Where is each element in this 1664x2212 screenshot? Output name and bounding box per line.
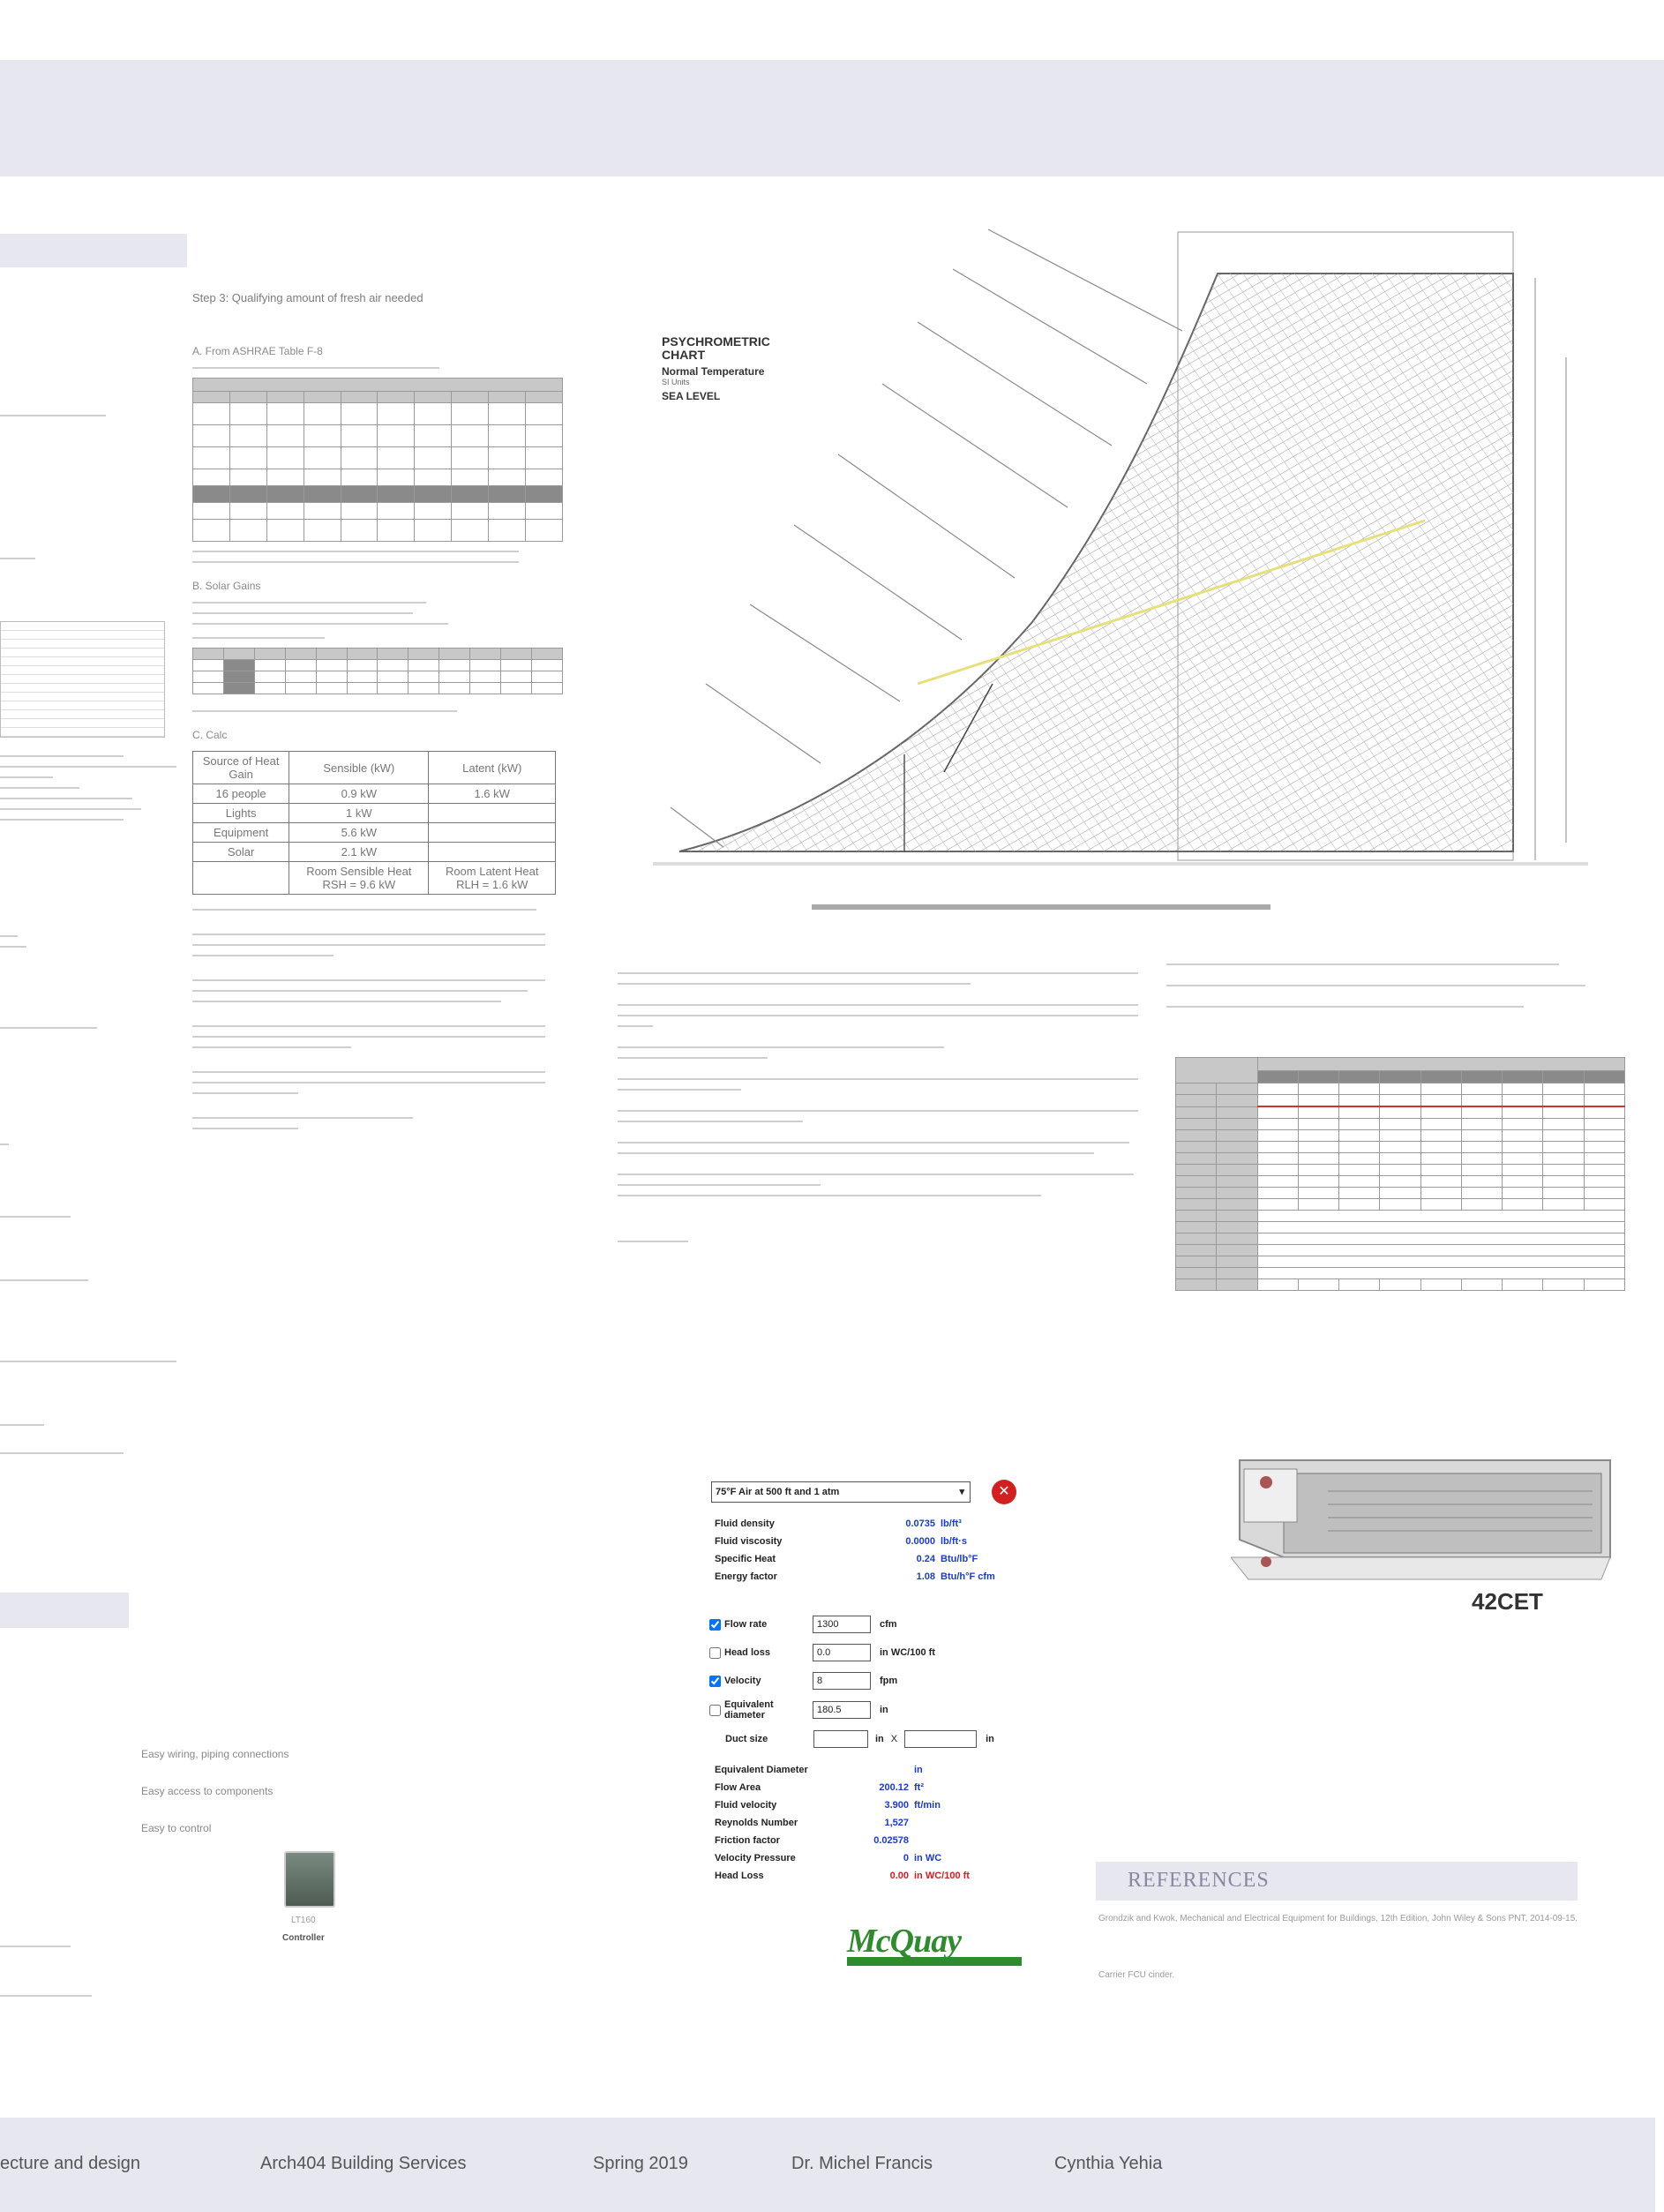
input-unit: in WC/100 ft — [880, 1647, 935, 1658]
references-header — [1096, 1862, 1578, 1901]
psychrometric-chart-svg — [653, 225, 1588, 922]
heat-cell: Lights — [193, 804, 289, 823]
result-value: 0 — [903, 1853, 909, 1863]
heat-header-sensible: Sensible (kW) — [289, 752, 429, 784]
result-value: 200.12 — [879, 1782, 909, 1793]
result-label: Reynolds Number — [715, 1818, 798, 1828]
equivalent-diameter-input[interactable]: 180.5 — [813, 1701, 871, 1719]
duct-size-height-input[interactable] — [904, 1730, 977, 1748]
input-label: Velocity — [724, 1676, 761, 1686]
footer-item: Cynthia Yehia — [1054, 2154, 1163, 2173]
easy-item: Easy wiring, piping connections — [141, 1748, 289, 1760]
prop-value: 0.24 — [916, 1554, 935, 1564]
input-label: Duct size — [725, 1734, 768, 1744]
easy-item: Easy to control — [141, 1822, 212, 1834]
velocity-input[interactable]: 8 — [813, 1672, 871, 1690]
reference-1: Grondzik and Kwok, Mechanical and Electrical Equipment for Buildings, 12th Edition, John Wiley & Sons PNT, 2014-09-15. — [1098, 1914, 1578, 1923]
analysis-text — [618, 964, 1138, 1251]
prop-value: 1.08 — [916, 1571, 935, 1582]
duct-calculator — [711, 1480, 1046, 1881]
prop-label: Fluid viscosity — [715, 1536, 783, 1547]
left-mini-table — [0, 621, 165, 738]
input-unit: in — [875, 1734, 884, 1744]
result-label: Friction factor — [715, 1835, 780, 1846]
result-label: Head Loss — [715, 1871, 764, 1881]
input-label: Flow rate — [724, 1619, 768, 1630]
psychrometric-chart — [653, 225, 1588, 922]
heat-cell: 16 people — [193, 784, 289, 804]
prop-label: Energy factor — [715, 1571, 777, 1582]
result-value: 0.02578 — [873, 1835, 909, 1846]
prop-value: 0.0000 — [905, 1536, 935, 1547]
footer-item: Arch404 Building Services — [260, 2154, 467, 2173]
heat-cell: 0.9 kW — [289, 784, 429, 804]
heat-cell: Equipment — [193, 823, 289, 843]
prop-label: Specific Heat — [715, 1554, 776, 1564]
heat-cell: Room Sensible Heat RSH = 9.6 kW — [289, 862, 429, 895]
input-unit: in — [880, 1705, 888, 1715]
chevron-down-icon: ▾ — [959, 1487, 964, 1497]
air-mode-select[interactable] — [711, 1481, 971, 1503]
heat-header-source: Source of Heat Gain — [193, 752, 289, 784]
reference-2: Carrier FCU cinder. — [1098, 1970, 1175, 1980]
flow-rate-input[interactable]: 1300 — [813, 1616, 871, 1633]
result-unit: ft/min — [914, 1800, 941, 1811]
mcquay-logo-text: McQuay — [847, 1923, 962, 1960]
head-loss-checkbox[interactable] — [709, 1647, 721, 1659]
footer-item: ecture and design — [0, 2154, 141, 2173]
input-unit: fpm — [880, 1676, 898, 1686]
heat-header-latent: Latent (kW) — [429, 752, 556, 784]
step3-column — [192, 291, 563, 1138]
easy-item: Easy access to components — [141, 1785, 274, 1797]
heat-cell: 5.6 kW — [289, 823, 429, 843]
prop-unit: Btu/h°F cfm — [941, 1571, 995, 1582]
fcu-spec-table — [1175, 1057, 1625, 1291]
chart-title-block — [662, 335, 812, 402]
equivalent-diameter-checkbox[interactable] — [709, 1705, 721, 1716]
prop-unit: lb/ft³ — [941, 1518, 962, 1529]
solar-table — [192, 648, 563, 694]
section-b-label: B. Solar Gains — [192, 580, 261, 592]
heat-cell: Solar — [193, 843, 289, 862]
mcquay-logo — [847, 1922, 1023, 1978]
result-value: 1,527 — [884, 1818, 909, 1828]
flow-rate-checkbox[interactable] — [709, 1619, 721, 1631]
left-section-header-2 — [0, 1593, 129, 1628]
head-loss-input[interactable]: 0.0 — [813, 1644, 871, 1661]
heat-cell: Room Latent Heat RLH = 1.6 kW — [429, 862, 556, 895]
reset-icon[interactable]: ✕ — [992, 1480, 1016, 1504]
controller-label-1: LT160 — [291, 1916, 316, 1925]
times-sign: X — [890, 1734, 898, 1744]
input-unit-2: in — [986, 1734, 994, 1744]
input-label: Head loss — [724, 1647, 770, 1658]
duct-size-width-input[interactable] — [813, 1730, 868, 1748]
chart-title: PSYCHROMETRIC CHART — [662, 334, 770, 362]
fan-coil-unit-image — [1231, 1456, 1619, 1610]
input-unit: cfm — [880, 1619, 897, 1630]
right-text — [1166, 955, 1590, 1016]
chart-level: SEA LEVEL — [662, 390, 721, 402]
left-column-bottom — [0, 1937, 97, 2006]
prop-value: 0.0735 — [905, 1518, 935, 1529]
prop-label: Fluid density — [715, 1518, 775, 1529]
result-unit: ft² — [914, 1782, 924, 1793]
heat-cell: 1.6 kW — [429, 784, 556, 804]
heat-gain-table — [192, 751, 556, 895]
result-label: Flow Area — [715, 1782, 761, 1793]
ashrae-table — [192, 378, 563, 542]
top-banner — [0, 60, 1664, 176]
head-loss-result: 0.00 — [889, 1871, 909, 1881]
result-unit: in WC — [914, 1853, 942, 1863]
footer-bar — [0, 2118, 1655, 2212]
heat-cell — [429, 804, 556, 823]
chart-units: SI Units — [662, 378, 690, 386]
chart-subtitle: Normal Temperature — [662, 365, 765, 378]
heat-cell: 2.1 kW — [289, 843, 429, 862]
prop-unit: Btu/lb°F — [941, 1554, 978, 1564]
result-unit: in — [914, 1765, 923, 1775]
result-value — [865, 1765, 914, 1782]
references-title: REFERENCES — [1128, 1869, 1270, 1892]
result-value: 3.900 — [884, 1800, 909, 1811]
section-a-label: A. From ASHRAE Table F-8 — [192, 345, 323, 357]
section-c-label: C. Calc — [192, 729, 228, 741]
result-label: Fluid velocity — [715, 1800, 777, 1811]
result-unit: in WC/100 ft — [914, 1871, 970, 1881]
result-label: Equivalent Diameter — [715, 1765, 808, 1775]
left-column-text — [0, 406, 181, 1463]
step3-title: Step 3: Qualifying amount of fresh air needed — [192, 291, 423, 304]
heat-cell — [429, 823, 556, 843]
velocity-checkbox[interactable] — [709, 1676, 721, 1687]
controller-image — [284, 1851, 335, 1908]
footer-item: Dr. Michel Francis — [791, 2154, 933, 2173]
air-mode-value: 75°F Air at 500 ft and 1 atm — [716, 1487, 840, 1497]
heat-cell — [193, 862, 289, 895]
left-section-header — [0, 234, 187, 267]
input-label: Equivalent diameter — [724, 1699, 774, 1721]
heat-cell: 1 kW — [289, 804, 429, 823]
controller-label-2: Controller — [282, 1933, 325, 1943]
footer-item: Spring 2019 — [593, 2154, 688, 2173]
prop-unit: lb/ft·s — [941, 1536, 967, 1547]
product-label: 42CET — [1472, 1588, 1543, 1615]
result-label: Velocity Pressure — [715, 1853, 796, 1863]
easy-list — [141, 1747, 406, 1835]
heat-cell — [429, 843, 556, 862]
